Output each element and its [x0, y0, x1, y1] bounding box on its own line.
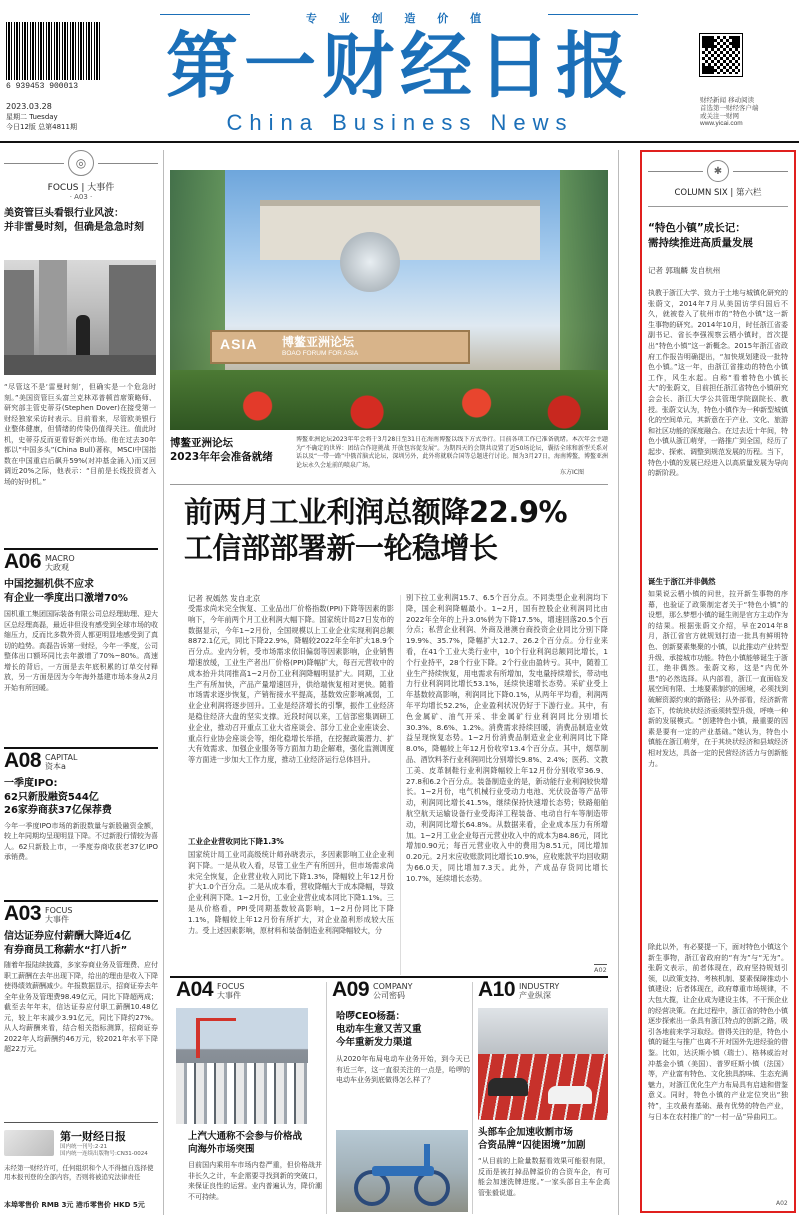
- a08-cn: 资本a: [45, 762, 66, 771]
- a03-headline[interactable]: [4, 930, 158, 957]
- column-label-cn: 第六栏: [736, 188, 762, 198]
- a04-headline[interactable]: [188, 1130, 328, 1156]
- left-focus-header: [4, 150, 158, 176]
- left-focus-body: “尽管这不是‘雷曼时刻’，但确实是一个危急时刻。”美国资管巨头富兰克林邓普顿首席策略师、研究部主管史蒂芬(Stephen Dover)在接受第一财经独家采访时表示。目前看来，尽管欧美银行业整体健康，但情绪的传染仍值得关注。值此时机，史蒂芬反而更看好新兴市场。他在过去30年都以“中国多头”(China Bull)著称，MSCI中国指数在中国重启后飙升59%(对冲基金涌入)而又回调近20%之际，他表示：“目前是长线投资者入场的好时机。”: [4, 383, 156, 486]
- masthead-rule: [0, 141, 799, 143]
- barcode: [6, 22, 101, 80]
- a06-en: MACRO: [45, 554, 75, 563]
- a10-en: INDUSTRY: [519, 982, 560, 991]
- port-cars-photo: [176, 1008, 308, 1124]
- building-icon: [4, 1130, 54, 1156]
- a08-header: [4, 751, 158, 771]
- a08-headline-2: 62只新股融资544亿: [4, 791, 99, 803]
- column-body-2: 如果说云栖小镇的问世，拉开新生事物的序幕，也验证了政策制定者关于“特色小镇”的设想，那么梦想小镇的诞生则是官方主动作为的结果。根据张蔚文介绍，早在2014年8月，浙江省官方就规划打造一批具有鲜明特色、创新要素集聚的小镇，以此推动产业转型升级、承接城市功能。特色小镇能够诞生于浙江，绝非偶然。张蔚文称，这是“内优外患”的必然选择。从内部看，浙江一直面临发展空间有限、土地要素制约的困境，必须找到破解资源约束的新路径；从外部看，经济新常态下，传统块状经济亟须转型升级，呼唤一种新的发展模式。“创建特色小镇，最重要的因素是要有一定的产业基础。”她认为，特色小镇能在浙江萌芽，在于其块状经济和县域经济相对发达，具备一定的民营经济活力与创新能力。: [648, 590, 788, 768]
- main-col1-b: 国家统计局工业司高级统计师孙晓表示，多因素影响工业企业利润下降。一是从收入看，尽管工业生产有所回升，但市场需求尚未完全恢复，企业营业收入同比下降1.3%，降幅较上年12月份扩大1.0个百分点。二是从成本看，营收降幅大于成本降幅，导致企业利润下降。1~2月份，工业企业营业成本同比下降1.1%。三是从价格看，PPI受同期基数较高影响，1~2月份同比下降1.1%，降幅较上年12月份有所扩大，对企业盈利形成较大压力。受上述因素影响，原材料和装备制造业利润降幅较大，分: [188, 850, 394, 935]
- qr-caption-1: 财经新闻 移动阅读: [700, 96, 755, 104]
- main-jump[interactable]: A02: [594, 966, 607, 974]
- a06-name: [45, 554, 75, 572]
- a06-body: 国机重工集团国际装备有限公司总经理助理、迎大区总经理高磊，最近非但没有感受到全球市场的收缩压力，反而比多数外资人都更明显地感受到了真切的趋势。高磊告诉第一财经，今年一季度，公司整体出口额环同比去年激增了70%~80%。高速增长的背后，一方面是去年底积累的订单交付释放，另一方面是因为今年海外基建市场本身从2月开始有所回暖。: [4, 610, 158, 692]
- main-headline-2: 工信部部署新一轮稳增长: [184, 531, 498, 565]
- main-byline: 记者 祝嫣然 发自北京: [188, 594, 261, 603]
- photo-credit: 东方IC图: [560, 469, 584, 476]
- column-six-header-ornament: [648, 160, 788, 182]
- a08-headline[interactable]: [4, 777, 158, 818]
- a10-name: [519, 982, 559, 1000]
- ebike-photo: [336, 1130, 468, 1212]
- column-byline: 记者 郭瑞麟 发自杭州: [648, 266, 721, 275]
- website: www.yicai.com: [700, 120, 743, 127]
- masthead-title-en: China Business News: [226, 110, 574, 135]
- wall-street-photo: [4, 260, 156, 375]
- slogan-rule-left: [160, 14, 250, 15]
- column-body-3: 除此以外，有必要提一下，面对特色小镇这个新生事物，浙江省政府的“有为”与“无为”。张蔚文表示，前者体现在，政府坚持规划引领，以政策支持、考核机制、要素保障推动小镇建设；后者体现在，政府尊重市场规律，不大包大揽，让企业成为建设主体，不干预企业的经营决策。在此过程中，浙江省的特色小镇逐步探索出一条具有浙江特点的创新之路，吸引各地前来学习取经。借得关注的是，特色小镇的诞生与推广也离不开对国外先进经验的借鉴。比如，达沃斯小镇（瑞士）、格林威治对冲基金小镇（美国）、普罗旺斯小镇（法国）等，产业富有特色、文化独具韵味、生态充满魅力，对浙江优化生产力布局具有启迪和借鉴意义。同时，特色小镇的产业定位突出“独特”，主攻最有基础、最有优势的特色产业，与日本在农村推广的“一村一品”异曲同工。: [648, 943, 788, 1121]
- main-col1: 受需求尚未完全恢复、工业品出厂价格指数(PPI)下降等因素的影响下，今年前两个月工业利润大幅下降。国家统计局27日发布的数据显示，今年1~2月份，全国规模以上工业企业实现利润总额8872.1亿元，同比下降22.9%，降幅较2022年全年扩大18.9个百分点。业内分析，受市场需求依旧偏弱等因素影响，企业销售增速放缓，工业生产者出厂价格(PPI)降幅扩大，每百元营收中的成本抬升共同推高1~2月份工业利润降幅明显扩大。同期，工业生产有所加快，产品产量增速回升，供给端恢复相对更快。随着市场需求逐步恢复，产销衔接水平提高，基数效应影响减弱，工业企业利润将逐步回升。工业是经济增长的引擎，振作工业经济是稳住经济大盘的坚实支撑。近段时间以来，工信部密集调研工业企业，推动召开重点工业大省座谈会、部分工业企业座谈会、重点行业协会座谈会等，细化稳增长举措，在挖掘政策潜力、扩大有效需求、加强企业服务等方面加力助企解难，强化监测调度等方面进一步加大工作力度，推动工业经济运行总体回升。: [188, 604, 394, 765]
- a03-name: [45, 906, 72, 924]
- a09-headline-2: 电动车生意又苦又重: [336, 1024, 422, 1035]
- left-footer: [4, 1128, 158, 1210]
- qr-caption: [700, 96, 790, 128]
- left-focus-en: FOCUS: [47, 183, 79, 193]
- column-six: [648, 160, 788, 276]
- a04-headline-1: 上汽大通称不会参与价格战: [188, 1131, 303, 1142]
- a03-headline-1: 信达证券应付薪酬大降近4亿: [4, 931, 131, 942]
- a04-body: 目前国内乘用车市场内卷严重，但价格战并非长久之计，车企需要寻找到新的突破口，来保证良性的运营。业内普遍认为，降价潮不可持续。: [188, 1161, 322, 1201]
- left-focus-headline[interactable]: [4, 207, 158, 235]
- a10-cn: 产业纵深: [519, 991, 552, 1000]
- main-col2: 别下拉工业利润15.7、6.5个百分点。不同类型企业利润均下降，国企利润降幅最小。1~2月，国有控股企业利润同比由2022年全年的上升3.0%转为下降17.5%，增速回落20.5个百分点；私营企业利润、外商及港澳台商投资企业同比分别下降19.9%、35.7%，降幅扩大12.7、26.2个百分点。分行业来看，在41个工业大类行业中，10个行业利润总额同比增长，1个行业持平，28个行业下降。2个行业由盈转亏。其中，随着工业生产持续恢复，用电需求有所增加，发电量持续增长，带动电力行业利润同比增长53.1%，延续快速增长态势。采矿业受上年基数较高影响，利润同比下降0.1%，从两年平均看，利润两年平均增长52.2%，企业盈利状况仍好于下游行业。其中，有色金属矿、油气开采、非金属矿行业利润同比分别增长30.3%、8.6%、1.2%。消费需求持续回暖，消费品制造业效益呈现恢复态势。1~2月份消费品制造业企业利润同比下降8.0%，降幅较上年12月份收窄13.4个百分点。其中，烟草制品、酒饮料茶行业利润同比分别增长9.8%、2.4%；医药、文教工美、皮革制鞋行业利润降幅较上年12月份分别收窄36.9、27.8和6.2个百分点。装备制造业的是，新动能行业利润较快增长。1~2月份，电气机械行业受动力电池、光伏设备等产品带动，利润同比增长41.5%，继续保持快速增长态势；铁路船舶航空航天运输设备行业受海洋工程装备、电动自行车等制造带动，利润同比增长64.8%。从数据来看，企业成本压力有所增加。1~2月工业企业每百元营业收入中的成本为84.86元，同比增加0.90元；每百元营业收入中的费用为8.51元，同比增加0.20元。2月末应收账款同比增长10.9%，应收账款平均回收期为66.0天，同比增加7.3天。此外，产成品存货同比增长10.7%，延续增长态势。: [406, 593, 608, 883]
- a08-num: A08: [4, 749, 42, 772]
- issue-date: 2023.03.28: [6, 102, 52, 111]
- issue-weekday: 星期二 Tuesday: [6, 113, 58, 121]
- column-header-rule: [648, 206, 788, 207]
- photo-sign-logo: ASIA: [220, 336, 258, 352]
- a03-headline-2: 有券商员工称薪水“打八折”: [4, 944, 128, 956]
- photo-caption-body: 博鳌亚洲论坛2023年年会将于3月28日至31日在海南博鳌以线下方式举行。目前各项工作已准备就绪。本次年会主题为“不确定的世界：团结合作迎挑战 开放包容促发展”。为期四天的会期共设置了近50场论坛，囊括全球和新型关系对话以及“一带一路”中俄首脑式论坛，深圳另外，此外将就联合国等总题进行讨论。图为3月27日，海南博鳌，博鳌亚洲论坛永久会址前的喷泉广场。: [296, 436, 608, 469]
- a10-headline[interactable]: [478, 1126, 618, 1152]
- a04-en: FOCUS: [217, 982, 245, 991]
- rule-footer: [4, 1122, 158, 1123]
- a08-en: CAPITAL: [45, 753, 78, 762]
- footer-notice: 未经第一财经许可，任何组织和个人不得擅自选择使用本报刊登的全部内容，否则将被追究法律责任: [4, 1164, 154, 1181]
- a03-cn: 大事件: [45, 915, 70, 924]
- main-headline[interactable]: [184, 494, 604, 566]
- a09-body: 从2020年布局电动车业务开始，到今天已有近三年，这一直很关注的一点是，哈啰的电动车业务到底做得怎么样了？: [336, 1055, 470, 1084]
- a10-num: A10: [478, 978, 516, 1001]
- left-focus-label: FOCUS | 大事件: [47, 183, 115, 193]
- a04-cn: 大事件: [217, 991, 242, 1000]
- a09-header: [332, 980, 472, 1000]
- issue-number: 今日12版 总第4811期: [6, 123, 77, 131]
- a03-en: FOCUS: [45, 906, 73, 915]
- a06-headline[interactable]: [4, 578, 158, 606]
- masthead-slogan: 专 业 创 造 价 值: [305, 12, 491, 25]
- a10-header: [478, 980, 618, 1000]
- photo-sign-en: BOAO FORUM FOR ASIA: [282, 350, 359, 357]
- photo-caption-title-1: 博鳌亚洲论坛: [170, 437, 233, 449]
- left-focus-headline-1: 美资管巨头看银行业风波：: [4, 208, 124, 219]
- a06-cn: 大政观: [45, 563, 70, 572]
- bottom-a09: [332, 980, 472, 1000]
- photo-caption-title-2: 2023年年会准备就绪: [170, 451, 273, 463]
- footer-price: 本埠零售价 RMB 3元 港币零售价 HKD 5元: [4, 1201, 145, 1209]
- a06-headline-1: 中国挖掘机供不应求: [4, 579, 94, 590]
- slogan-rule-right: [548, 14, 638, 15]
- a09-cn: 公司密码: [373, 991, 406, 1000]
- divider-bottom-2: [472, 982, 473, 1214]
- a09-en: COMPANY: [373, 982, 413, 991]
- left-focus-headline-2: 并非雷曼时刻，但确是急急时刻: [4, 222, 144, 233]
- divider-right: [618, 150, 619, 1215]
- column-emblem-icon: ✱: [707, 160, 729, 182]
- bottom-a04: [176, 980, 316, 1000]
- column-subhead-1: 诞生于浙江并非偶然: [648, 577, 716, 586]
- divider-bottom-1: [326, 982, 327, 1214]
- column-label-en: COLUMN SIX: [674, 188, 728, 198]
- a04-name: [217, 982, 244, 1000]
- globe-icon: ◎: [68, 150, 94, 176]
- footer-logo-text: 第一财经日报: [60, 1130, 126, 1143]
- left-focus-block: [4, 150, 158, 486]
- car-showroom-photo: [478, 1008, 608, 1120]
- a04-headline-2: 向海外市场突围: [188, 1144, 255, 1155]
- a09-num: A09: [332, 978, 370, 1001]
- a08-name: [45, 753, 77, 771]
- column-jump[interactable]: A02: [776, 1200, 788, 1207]
- boao-forum-photo: [170, 170, 608, 430]
- photo-sign-cn: 博鳌亚洲论坛: [282, 335, 355, 349]
- a03-num: A03: [4, 902, 42, 925]
- a04-num: A04: [176, 978, 214, 1001]
- rule-main-headline: [170, 484, 608, 485]
- qr-caption-3: 或关注一财网: [700, 112, 739, 120]
- section-a08: [4, 751, 158, 885]
- a09-name: [373, 982, 412, 1000]
- left-focus-cn: 大事件: [87, 183, 115, 193]
- footer-license-1: 国内统一连续出版物号:CN31-0024: [60, 1151, 148, 1157]
- column-headline-2: 需持续推进高质量发展: [648, 237, 753, 249]
- column-body-1: 执教于浙江大学、致力于土地与城镇化研究的张蔚文，2014年7月从美国访学归国后不久，就被卷入了杭州市的“特色小镇”这一新生事物的研究。2014年10月，时任浙江省委副书记、省长李强视察云栖小镇时，首次提出“特色小镇”这一新概念。2015年浙江省政府工作报告明确提出，“加快规划建设一批特色小镇。”这一年，由浙江省推动的特色小镇工作，风生水起。自称“看着特色小镇长大”的张蔚文，目前担任浙江省特色小镇研究会会长、浙江大学公共管理学院副院长、教授。张蔚文认为，特色小镇作为一种新型城镇化的空间单元，其新意在于产业、文化、旅游和社区功能的深度融合。在过去近十年间，特色小镇从浙江萌芽，一路推广到全国，经历了起步、探索、调整到规范发展的历程。当下，特色小镇的发展已经进入以高质量发展为导向的新阶段。: [648, 289, 788, 478]
- a09-headline-1: 哈啰CEO杨磊：: [336, 1011, 406, 1022]
- a10-headline-1: 头部车企加速收割市场: [478, 1127, 574, 1138]
- column-headline[interactable]: [648, 221, 788, 251]
- a03-header: [4, 904, 158, 924]
- a06-header: [4, 552, 158, 572]
- qr-code: [700, 34, 742, 76]
- a10-headline-2: 合资品牌“囚徒困境”加剧: [478, 1140, 586, 1151]
- main-headline-1: 前两月工业利润总额降22.9%: [184, 495, 568, 529]
- barcode-number: 6 939453 900013: [6, 82, 79, 91]
- footer-license-2: 国内统一刊号:2·21: [60, 1144, 108, 1150]
- a06-num: A06: [4, 550, 42, 573]
- a04-header: [176, 980, 316, 1000]
- divider-left: [163, 150, 164, 1215]
- masthead-title: 第一财经日报: [165, 23, 634, 108]
- rule-bottom: [170, 976, 608, 978]
- left-focus-page: · A03 ·: [69, 193, 93, 201]
- section-a06: [4, 552, 158, 735]
- a10-body: “从目前的上险量数据看效果可能很有限，反而是被打掉品牌溢价的合资车企，有可能会加速洗牌进度。”一家头部自主车企高管张毅说道。: [478, 1157, 610, 1197]
- divider-main-cols: [400, 595, 401, 975]
- photo-caption-title: [170, 436, 290, 464]
- a06-headline-2: 有企业一季度出口激增70%: [4, 593, 128, 604]
- a09-headline[interactable]: [336, 1010, 476, 1049]
- a08-body: 今年一季度IPO市场的新股数量与新股融资金额，较上年同期均呈现明显下降。不过新股行情较为喜人。62只新股上市，一季度券商收获老37亿IPO承销费。: [4, 821, 158, 861]
- a08-headline-3: 26家券商获37亿保荐费: [4, 805, 112, 816]
- a09-headline-3: 今年重新发力渠道: [336, 1037, 413, 1048]
- main-col1-subhead: 工业企业营收同比下降1.3%: [188, 837, 284, 846]
- a08-headline-1: 一季度IPO:: [4, 778, 58, 789]
- a03-body: 随着年报陆续披露，多家券商业务及管理费、应付职工薪酬在去年出现下降，给出的理由是收入下降使得绩效薪酬减少。年报数据显示，招商证券去年全年业务及管理费98.49亿元，同比下降超两成；截至去年年末，信达证券应付职工薪酬10.48亿元，较上年末减少3.91亿元，同比下降约27%。从人均薪酬来看，结合相关指标测算，招商证券2022年人均薪酬约46万元，较2021年水平下降超22万元。: [4, 961, 158, 1053]
- section-a03: [4, 904, 158, 1066]
- column-headline-1: “特色小镇”成长记：: [648, 222, 746, 234]
- bottom-a10: [478, 980, 618, 1000]
- qr-caption-2: 首选第一财经客户端: [700, 104, 759, 112]
- column-six-label: COLUMN SIX | 第六栏: [674, 188, 762, 198]
